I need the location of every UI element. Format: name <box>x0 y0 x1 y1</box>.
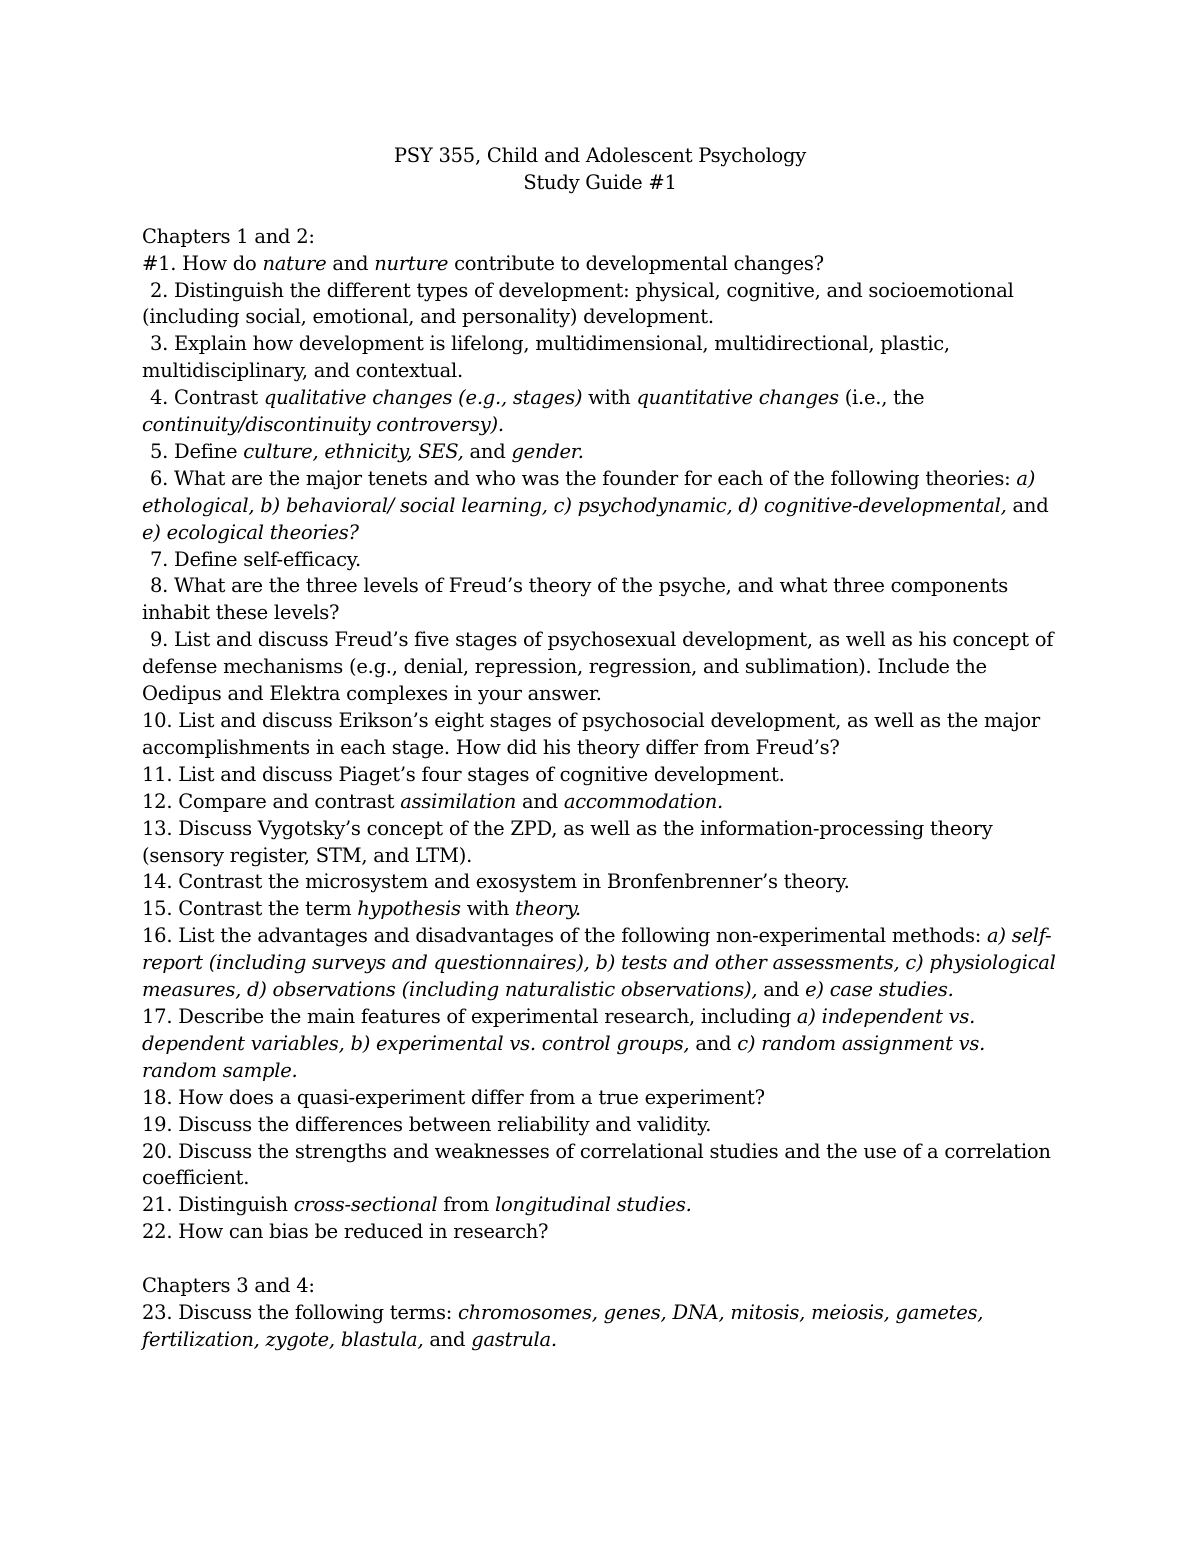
question-text: 3. Explain how development is lifelong, multidimensional, multidirectional, plastic, multidisciplinary, and contextual. <box>142 332 950 383</box>
question-text: 2. Distinguish the different types of development: physical, cognitive, and socioemotional (including social, emotional, and personality) development. <box>142 278 1014 329</box>
study-guide-page <box>142 143 1062 1354</box>
italic-term: nature <box>262 251 327 275</box>
question-text: #1. How do <box>142 251 263 275</box>
question-text: 19. Discuss the differences between reliability and validity. <box>142 1112 712 1136</box>
question-text: and <box>516 789 564 813</box>
italic-term: quantitative changes <box>636 386 839 410</box>
study-question <box>142 385 1062 439</box>
section-heading: Chapters 3 and 4: <box>142 1274 315 1298</box>
study-question <box>142 573 1062 627</box>
study-question <box>142 1085 1062 1112</box>
italic-term: hypothesis <box>357 897 461 921</box>
study-question <box>142 1219 1062 1246</box>
question-text: 13. Discuss Vygotsky’s concept of the ZPD, as well as the information-processing theory (sensory register, STM, and LTM). <box>142 816 993 867</box>
question-text: with <box>582 386 637 410</box>
question-text: 6. What are the major tenets and who was the founder for each of the following theories: <box>150 466 1017 490</box>
question-text: contribute to developmental changes? <box>448 251 824 275</box>
question-text: 21. Distinguish <box>142 1193 294 1217</box>
italic-term: longitudinal studies. <box>494 1193 692 1217</box>
study-question <box>142 627 1062 708</box>
course-title: PSY 355, Child and Adolescent Psychology <box>393 144 807 167</box>
italic-term: nurture <box>374 251 449 275</box>
italic-term: e) ecological theories? <box>142 520 359 544</box>
study-question <box>142 331 1062 385</box>
study-question <box>142 278 1062 332</box>
section-heading: Chapters 1 and 2: <box>142 224 315 248</box>
study-question <box>142 1004 1062 1085</box>
italic-term: gender. <box>511 439 584 463</box>
question-text: 8. What are the three levels of Freud’s theory of the psyche, and what three components inhabit these levels? <box>142 574 1008 625</box>
question-text: 5. Define <box>150 439 244 463</box>
question-text: and <box>423 1327 472 1351</box>
study-question <box>142 923 1062 1004</box>
spacer <box>142 197 1062 224</box>
italic-term: qualitative changes (e.g., stages) <box>263 386 583 410</box>
chapter-section <box>142 1273 1062 1354</box>
study-question <box>142 547 1062 574</box>
document-header <box>138 143 1062 197</box>
study-guide-title: Study Guide #1 <box>523 170 677 194</box>
question-text: from <box>437 1193 495 1217</box>
question-text: with <box>460 897 515 921</box>
question-text: 22. How can bias be reduced in research? <box>142 1220 549 1244</box>
study-question <box>142 762 1062 789</box>
question-text: 11. List and discuss Piaget’s four stages of cognitive development. <box>142 762 785 786</box>
study-question <box>142 816 1062 870</box>
study-question <box>142 896 1062 923</box>
sections-container <box>142 224 1062 1354</box>
study-question <box>142 1192 1062 1219</box>
question-text: 23. Discuss the following terms: <box>142 1300 458 1324</box>
study-question <box>142 439 1062 466</box>
italic-term: cross-sectional <box>293 1193 438 1217</box>
study-question <box>142 1139 1062 1193</box>
spacer <box>142 1246 1062 1273</box>
question-text: and <box>757 978 806 1002</box>
question-text: 14. Contrast the microsystem and exosystem in Bronfenbrenner’s theory. <box>142 870 850 894</box>
study-question <box>142 466 1062 547</box>
italic-term: a) ethological, b) behavioral/ social learning, c) psychodynamic, d) cognitive-developmental, <box>142 466 1036 517</box>
question-text: 7. Define self-efficacy. <box>150 547 361 571</box>
question-text: 20. Discuss the strengths and weaknesses of correlational studies and the use of a correlation coefficient. <box>142 1139 1051 1190</box>
question-text: and <box>1006 493 1049 517</box>
italic-term: c) random assignment vs. random sample. <box>142 1031 986 1082</box>
study-question <box>142 869 1062 896</box>
question-text: and <box>326 251 375 275</box>
question-text: 17. Describe the main features of experimental research, including <box>142 1004 797 1028</box>
italic-term: accommodation. <box>563 789 723 813</box>
question-text: 18. How does a quasi-experiment differ from a true experiment? <box>142 1085 765 1109</box>
italic-term: chromosomes, genes, DNA, mitosis, meiosis, gametes, fertilization, zygote, blastula, <box>142 1300 984 1351</box>
italic-term: assimilation <box>400 789 517 813</box>
study-question <box>142 1300 1062 1354</box>
italic-term: e) case studies. <box>805 978 954 1002</box>
question-text: 15. Contrast the term <box>142 897 358 921</box>
italic-term: continuity/discontinuity controversy). <box>142 413 504 437</box>
question-text: 12. Compare and contrast <box>142 789 401 813</box>
question-text: and <box>689 1031 738 1055</box>
italic-term: theory. <box>515 897 581 921</box>
italic-term: gastrula. <box>471 1327 557 1351</box>
question-text: 9. List and discuss Freud’s five stages of psychosexual development, as well as his concept of defense mechanisms (e.g., denial, repression, regression, and sublimation). Include the Oedipus and Elektra complexes in your answer. <box>142 628 1054 706</box>
question-text: and <box>463 439 512 463</box>
question-text: 4. Contrast <box>150 386 264 410</box>
chapter-section <box>142 224 1062 1246</box>
question-text: 16. List the advantages and disadvantages of the following non-experimental methods: <box>142 924 988 948</box>
italic-term: a) independent vs. dependent variables, b) experimental vs. control groups, <box>142 1004 976 1055</box>
study-question <box>142 251 1062 278</box>
study-question <box>142 1112 1062 1139</box>
italic-term: a) self-report (including surveys and questionnaires), b) tests and other assessments, c) physiological measures, d) observations (including naturalistic observations), <box>142 924 1056 1002</box>
question-text: (i.e., the <box>838 386 925 410</box>
study-question <box>142 708 1062 762</box>
italic-term: culture, ethnicity, SES, <box>243 439 464 463</box>
question-text: 10. List and discuss Erikson’s eight stages of psychosocial development, as well as the major accomplishments in each stage. How did his theory differ from Freud’s? <box>142 709 1040 759</box>
study-question <box>142 789 1062 816</box>
